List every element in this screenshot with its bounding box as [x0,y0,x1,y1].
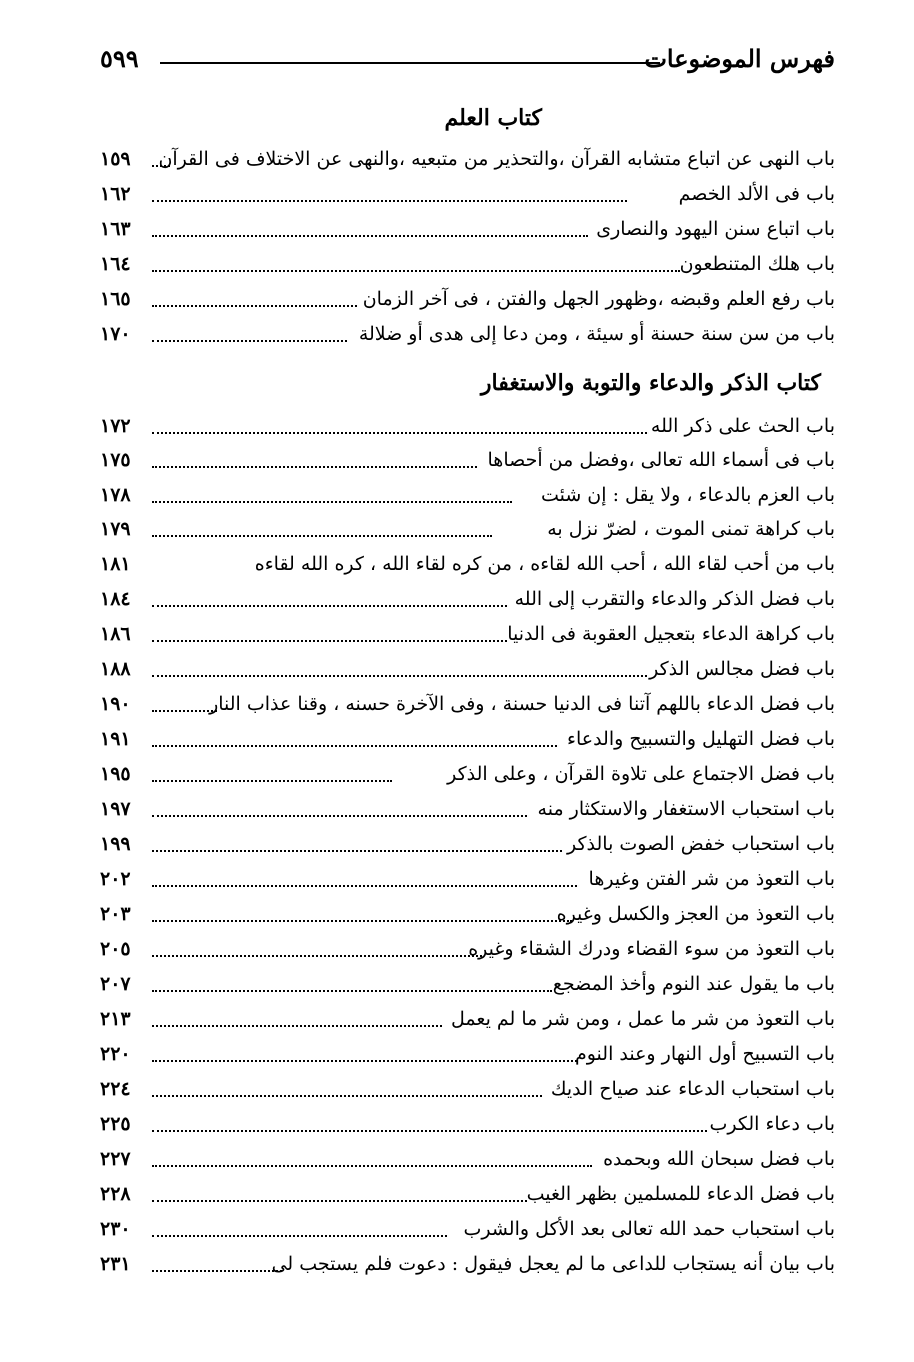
toc-entry[interactable] [100,1143,835,1175]
entry-page: ١٦٥ [100,288,131,310]
dot-leader [152,200,627,202]
entry-page: ٢٣٠ [100,1218,131,1240]
dot-leader [152,780,392,782]
entry-page: ١٧٩ [100,518,131,540]
dot-leader [152,466,477,468]
header-rule [160,62,660,64]
entry-page: ١٦٤ [100,253,131,275]
entry-title: باب ما يقول عند النوم وأخذ المضجع [552,973,835,995]
dot-leader [152,640,507,642]
dot-leader [152,165,170,167]
entry-title: باب التعوذ من شر الفتن وغيرها [588,868,835,890]
entry-page: ١٨٦ [100,623,131,645]
toc-entry[interactable] [100,1003,835,1035]
dot-leader [152,270,680,272]
toc-entry[interactable] [100,178,835,210]
entry-title: باب فضل الدعاء باللهم آتنا فى الدنيا حسنة ، وفى الآخرة حسنه ، وقنا عذاب النار [209,693,835,715]
entry-title: باب من أحب لقاء الله ، أحب الله لقاءه ، من كره لقاء الله ، كره الله لقاءه [254,553,835,575]
dot-leader [152,745,557,747]
entry-title: باب التسبيح أول النهار وعند النوم [574,1043,835,1065]
toc-entry[interactable] [100,793,835,825]
dot-leader [152,815,527,817]
toc-entry[interactable] [100,688,835,720]
entry-title: باب من سن سنة حسنة أو سيئة ، ومن دعا إلى هدى أو ضلالة [358,323,835,345]
entry-title: باب فضل الاجتماع على تلاوة القرآن ، وعلى الذكر [447,763,835,785]
entry-page: ١٩١ [100,728,131,750]
entry-page: ٢٢٥ [100,1113,131,1135]
entry-page: ١٩٠ [100,693,131,715]
toc-entry[interactable] [100,968,835,1000]
dot-leader [152,1270,282,1272]
toc-entry[interactable] [100,513,835,545]
dot-leader [152,605,507,607]
page-header [100,44,835,84]
dot-leader [152,1060,577,1062]
entry-page: ٢٠٣ [100,903,131,925]
section-title: كتاب الذكر والدعاء والتوبة والاستغفار [480,370,821,396]
entry-title: باب النهى عن اتباع متشابه القرآن ،والتحذير من متبعيه ،والنهى عن الاختلاف فى القرآن [158,148,835,170]
entry-page: ١٥٩ [100,148,131,170]
entry-title: باب العزم بالدعاء ، ولا يقل : إن شئت [540,484,835,506]
entry-page: ١٦٣ [100,218,131,240]
entry-page: ٢٢٧ [100,1148,131,1170]
entry-title: باب فضل الدعاء للمسلمين بظهر الغيب [526,1183,835,1205]
dot-leader [152,432,647,434]
toc-entry[interactable] [100,444,835,476]
entry-title: باب استحباب خفض الصوت بالذكر [567,833,835,855]
toc-entry[interactable] [100,863,835,895]
entry-page: ١٧٥ [100,449,131,471]
toc-entry[interactable] [100,283,835,315]
entry-title: باب التعوذ من سوء القضاء ودرك الشقاء وغيره [468,938,835,960]
toc-entry[interactable] [100,143,835,175]
dot-leader [152,305,357,307]
toc-entry[interactable] [100,933,835,965]
entry-title: باب كراهة تمنى الموت ، لضرّ نزل به [547,518,835,540]
dot-leader [152,710,217,712]
entry-page: ٢٢٠ [100,1043,131,1065]
dot-leader [152,1235,447,1237]
dot-leader [152,235,588,237]
entry-page: ١٧٢ [100,415,131,437]
entry-title: باب استحباب الدعاء عند صياح الديك [550,1078,835,1100]
toc-entry[interactable] [100,318,835,350]
toc-entry[interactable] [100,758,835,790]
toc-entry[interactable] [100,618,835,650]
section-title: كتاب العلم [444,105,542,131]
entry-title: باب رفع العلم وقبضه ،وظهور الجهل والفتن ، فى آخر الزمان [362,288,835,310]
toc-entry[interactable] [100,479,835,511]
dot-leader [152,675,647,677]
entry-title: باب فى الألد الخصم [678,183,835,205]
dot-leader [152,1165,592,1167]
entry-page: ٢٠٢ [100,868,131,890]
entry-page: ٢٢٨ [100,1183,131,1205]
entry-page: ٢٠٧ [100,973,131,995]
dot-leader [152,990,552,992]
toc-entry[interactable] [100,1108,835,1140]
entry-title: باب استحباب الاستغفار والاستكثار منه [537,798,835,820]
entry-page: ١٨٤ [100,588,131,610]
entry-title: باب الحث على ذكر الله [650,415,835,437]
entry-title: باب استحباب حمد الله تعالى بعد الأكل والشرب [463,1218,835,1240]
toc-entry[interactable] [100,410,835,442]
entry-page: ٢٢٤ [100,1078,131,1100]
entry-title: باب فضل الذكر والدعاء والتقرب إلى الله [514,588,835,610]
toc-entry[interactable] [100,1073,835,1105]
entry-title: باب هلك المتنطعون [679,253,835,275]
entry-page: ١٩٧ [100,798,131,820]
dot-leader [152,1200,527,1202]
toc-entry[interactable] [100,723,835,755]
entry-page: ١٨٨ [100,658,131,680]
entry-title: باب اتباع سنن اليهود والنصارى [596,218,835,240]
toc-entry[interactable] [100,898,835,930]
entry-title: باب كراهة الدعاء بتعجيل العقوبة فى الدنيا [507,623,835,645]
entry-page: ١٩٥ [100,763,131,785]
dot-leader [152,955,482,957]
entry-title: باب فضل التهليل والتسبيح والدعاء [567,728,835,750]
dot-leader [152,535,492,537]
dot-leader [152,1130,707,1132]
entry-page: ٢٠٥ [100,938,131,960]
dot-leader [152,1095,542,1097]
entry-page: ١٧٠ [100,323,131,345]
running-title: فهرس الموضوعات [644,44,835,73]
entry-title: باب فضل سبحان الله وبحمده [603,1148,835,1170]
dot-leader [152,885,577,887]
dot-leader [152,1025,442,1027]
page-number: ٥٩٩ [100,44,139,73]
entry-page: ١٧٨ [100,484,131,506]
entry-page: ٢١٣ [100,1008,131,1030]
toc-entry[interactable] [100,1038,835,1070]
dot-leader [152,920,572,922]
entry-title: باب فضل مجالس الذكر [649,658,835,680]
toc-entry[interactable] [100,248,835,280]
entry-page: ١٨١ [100,553,131,575]
toc-entry[interactable] [100,653,835,685]
toc-entry[interactable] [100,213,835,245]
entry-title: باب بيان أنه يستجاب للداعى ما لم يعجل فيقول : دعوت فلم يستجب لى [271,1253,835,1275]
entry-page: ١٦٢ [100,183,131,205]
toc-entry[interactable] [100,1178,835,1210]
entry-title: باب فى أسماء الله تعالى ،وفضل من أحصاها [487,449,835,471]
toc-entry[interactable] [100,583,835,615]
dot-leader [152,850,562,852]
toc-entry[interactable] [100,828,835,860]
toc-entry[interactable] [100,1248,835,1280]
entry-title: باب التعوذ من شر ما عمل ، ومن شر ما لم يعمل [451,1008,835,1030]
dot-leader [152,340,347,342]
entry-page: ١٩٩ [100,833,131,855]
entry-title: باب التعوذ من العجز والكسل وغيره [556,903,835,925]
dot-leader [152,501,512,503]
entry-page: ٢٣١ [100,1253,131,1275]
entry-title: باب دعاء الكرب [709,1113,835,1135]
toc-entry[interactable] [100,1213,835,1245]
toc-entry[interactable] [100,548,835,580]
